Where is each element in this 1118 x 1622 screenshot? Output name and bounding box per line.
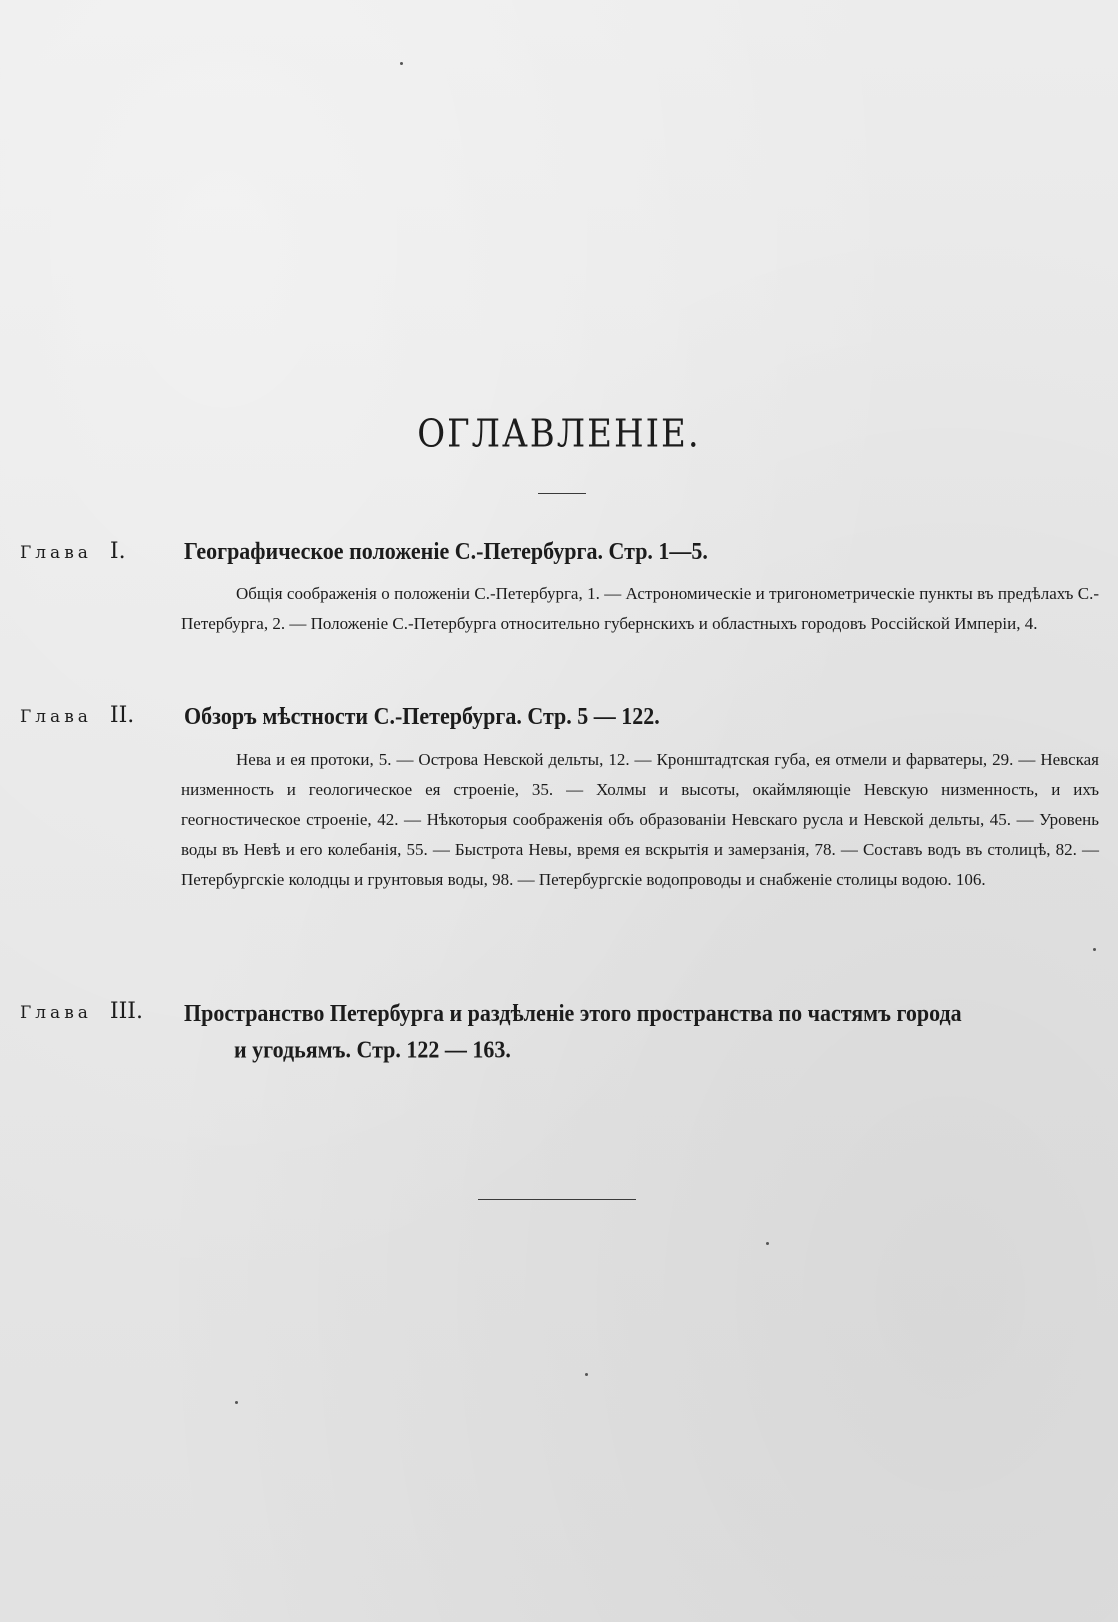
scan-speck (235, 1401, 238, 1404)
chapter-1-label-word: Глава (20, 543, 92, 563)
chapter-3-heading (184, 995, 1099, 1068)
chapter-2-pages: Стр. 5 — 122. (527, 702, 660, 730)
title-divider (538, 493, 586, 494)
chapter-1-title: Географическое положеніе С.-Петербурга. (184, 537, 604, 565)
chapter-2-heading (184, 698, 1099, 735)
chapter-2-label-word: Глава (20, 707, 92, 727)
chapter-3-number: III. (109, 999, 143, 1024)
scan-speck (585, 1373, 588, 1376)
page-title: ОГЛАВЛЕНІЕ. (417, 411, 701, 457)
chapter-1-label (20, 539, 126, 564)
chapter-2-label (20, 703, 134, 728)
chapter-1-heading (184, 533, 1099, 570)
chapter-2-title: Обзоръ мѣстности С.-Петербурга. (184, 702, 522, 730)
closing-divider (478, 1199, 636, 1200)
scan-speck (1093, 948, 1096, 951)
scan-speck (766, 1242, 769, 1245)
chapter-3-title-line-1: Пространство Петербурга и раздѣленіе этого пространства по частямъ города (184, 999, 962, 1027)
chapter-1-number: I. (109, 539, 126, 564)
chapter-2-number: II. (109, 703, 135, 728)
chapter-3-label-word: Глава (20, 1003, 92, 1023)
chapter-2-description: Нева и ея протоки, 5. — Острова Невской дельты, 12. — Кронштадтская губа, ея отмели и фарватеры, 29. — Невская низменность и геологическое ея строеніе, 35. — Холмы и высоты, окаймляющіе Невскую низменность, и ихъ геогностическое строеніе, 42. — Нѣкоторыя соображенія объ образованіи Невскаго русла и Невской дельты, 45. — Уровень воды въ Невѣ и его колебанія, 55. — Быстрота Невы, время ея вскрытія и замерзанія, 78. — Составъ водъ въ столицѣ, 82. — Петербургскіе колодцы и грунтовыя воды, 98. — Петербургскіе водопроводы и снабженіе столицы водою. 106. (181, 750, 1099, 889)
chapter-3-pages: Стр. 122 — 163. (356, 1036, 511, 1064)
scan-speck (400, 62, 403, 65)
chapter-3-title-line-2: и угодьямъ. (234, 1036, 351, 1064)
chapter-1-description: Общія соображенія о положеніи С.-Петербурга, 1. — Астрономическіе и тригонометрическіе пункты въ предѣлахъ С.-Петербурга, 2. — Положеніе С.-Петербурга относительно губернскихъ и областныхъ городовъ Россійской Имперіи, 4. (181, 584, 1099, 633)
chapter-3-label (20, 999, 143, 1024)
chapter-1-pages: Стр. 1—5. (608, 537, 708, 565)
chapter-3-title-line-2-wrap (184, 1032, 1099, 1069)
